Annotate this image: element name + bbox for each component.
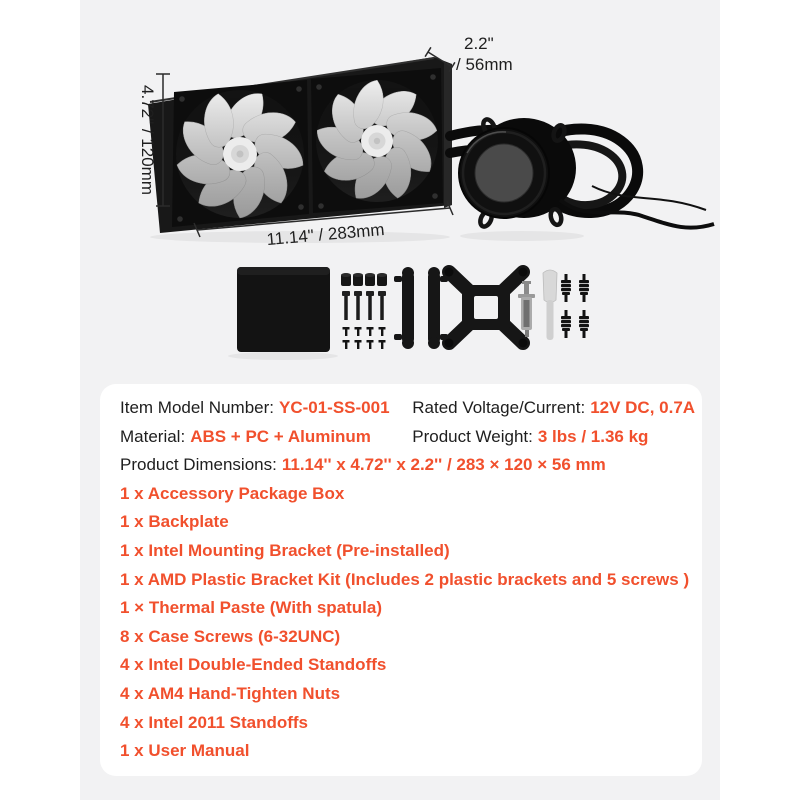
spec-row-material	[120, 423, 412, 452]
spec-row-model	[120, 394, 412, 423]
package-item: 1 x Accessory Package Box	[120, 483, 345, 503]
fan-left	[172, 80, 309, 227]
depth-dimension-label-line2: / 56mm	[456, 55, 513, 74]
spec-label: Material:	[120, 426, 186, 446]
product-gallery-image	[80, 0, 720, 383]
package-item: 1 x User Manual	[120, 741, 250, 761]
package-item: 4 x Intel Double-Ended Standoffs	[120, 655, 387, 675]
spec-label: Rated Voltage/Current:	[412, 398, 586, 417]
spec-row-weight	[412, 423, 682, 452]
backplate	[445, 268, 528, 348]
spec-card	[100, 384, 702, 776]
package-contents-list	[120, 480, 690, 766]
package-item: 1 × Thermal Paste (With spatula)	[120, 598, 382, 618]
package-item: 4 x Intel 2011 Standoffs	[120, 712, 309, 732]
background-panel	[80, 0, 720, 800]
spec-value: ABS + PC + Aluminum	[190, 426, 371, 446]
spatula	[543, 270, 557, 340]
pump-shadow	[460, 231, 584, 241]
package-item: 1 x Intel Mounting Bracket (Pre-installed)	[120, 540, 450, 560]
spec-row-dimensions	[120, 451, 682, 480]
package-item: 8 x Case Screws (6-32UNC)	[120, 626, 341, 646]
width-dimension-label: 11.14" / 283mm	[265, 219, 386, 250]
spec-value: 3 lbs / 1.36 kg	[537, 426, 649, 446]
fan-right	[311, 68, 443, 213]
thermal-paste-syringe	[518, 281, 535, 337]
spec-value: 12V DC, 0.7A	[590, 398, 696, 417]
standoffs	[561, 274, 589, 338]
spec-value: YC-01-SS-001	[279, 398, 390, 417]
package-item: 1 x Backplate	[120, 512, 229, 532]
spec-label: Item Model Number:	[120, 398, 274, 417]
bracket-rails	[394, 267, 448, 349]
depth-dimension-label-line1: 2.2"	[464, 34, 494, 53]
spec-rows	[120, 394, 696, 451]
spec-label: Product Weight:	[412, 426, 533, 446]
height-dimension-label: 4.72" / 120mm	[138, 85, 157, 195]
accessory-box	[237, 267, 330, 352]
screws-and-nuts	[341, 273, 387, 349]
accessories-photo	[228, 267, 589, 360]
spec-row-voltage	[412, 394, 696, 423]
aio-cooler-photo	[138, 34, 714, 249]
package-item: 4 x AM4 Hand-Tighten Nuts	[120, 683, 341, 703]
spec-value: 11.14'' x 4.72'' x 2.2'' / 283 × 120 × 56 mm	[281, 455, 606, 475]
spec-label: Product Dimensions:	[120, 455, 277, 475]
package-item: 1 x AMD Plastic Bracket Kit (Includes 2 plastic brackets and 5 screws )	[120, 569, 690, 589]
